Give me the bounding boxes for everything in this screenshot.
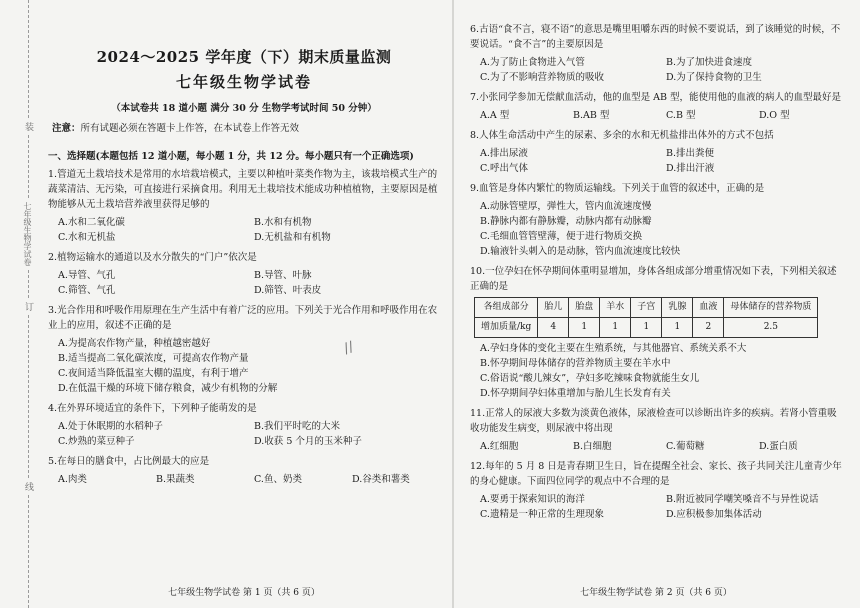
binding-label-mid: 订 — [23, 302, 33, 311]
table-cell: 增加质量/kg — [475, 318, 538, 338]
option-list — [470, 341, 842, 401]
table-cell: 1 — [662, 318, 693, 338]
answer-option: A.导管、气孔 — [58, 270, 116, 281]
table-cell: 血液 — [693, 298, 724, 318]
question — [48, 454, 440, 487]
answer-option: C.炒熟的菜豆种子 — [58, 436, 135, 447]
answer-option: B.白细胞 — [573, 441, 612, 452]
answer-option: C.鱼、奶类 — [254, 474, 302, 485]
answer-option: A.动脉管壁厚，弹性大，管内血流速度慢 — [480, 201, 652, 212]
answer-option: A.要勇于探索知识的海洋 — [480, 494, 585, 505]
answer-option: C.夜间适当降低温室大棚的温度，有利于增产 — [58, 368, 249, 379]
table-cell: 4 — [538, 318, 569, 338]
table-cell: 胎盘 — [569, 298, 600, 318]
option-list — [470, 55, 842, 85]
answer-option: A.红细胞 — [480, 441, 519, 452]
question-text: 8.人体生命活动中产生的尿素、多余的水和无机盐排出体外的方式不包括 — [470, 130, 774, 141]
option-list — [470, 108, 842, 123]
answer-option: D.谷类和薯类 — [352, 474, 410, 485]
option-list — [48, 215, 440, 245]
answer-option: C.B 型 — [666, 110, 696, 121]
pen-mark: ∕∕ — [341, 338, 356, 358]
question-text: 6.古语“食不言，寝不语”的意思是嘴里咀嚼东西的时候不要说话，到了该睡觉的时候，不要说话。“食不言”的主要原因是 — [470, 24, 841, 50]
answer-option: B.AB 型 — [573, 110, 610, 121]
answer-option: A.处于休眠期的水稻种子 — [58, 421, 163, 432]
answer-option: C.俗语说“酸儿辣女”，孕妇多吃辣味食物就能生女儿 — [480, 373, 700, 384]
weight-gain-table — [474, 297, 818, 338]
answer-option: C.水和无机盐 — [58, 232, 116, 243]
page-2 — [470, 0, 842, 608]
option-list — [48, 268, 440, 298]
question — [470, 406, 842, 454]
table-cell: 羊水 — [600, 298, 631, 318]
question-text: 3.光合作用和呼吸作用原理在生产生活中有着广泛的应用。下列关于光合作用和呼吸作用在农业上的应用，叙述不正确的是 — [48, 305, 438, 331]
question — [48, 401, 440, 449]
answer-option: C.呼出气体 — [480, 163, 528, 174]
answer-option: D.O 型 — [759, 110, 790, 121]
answer-option: A.肉类 — [58, 474, 87, 485]
answer-option: B.怀孕期间母体储存的营养物质主要在羊水中 — [480, 358, 671, 369]
question — [470, 128, 842, 176]
notice-label: 注意： — [52, 123, 81, 134]
option-list — [48, 472, 440, 487]
page-fold — [452, 0, 454, 608]
answer-option: C.毛细血管管壁薄，便于进行物质交换 — [480, 231, 642, 242]
question-text: 2.植物运输水的通道以及水分散失的“门户”依次是 — [48, 252, 257, 263]
exam-notice — [48, 120, 440, 134]
table-row — [475, 298, 818, 318]
question — [48, 167, 440, 245]
answer-option: A.为了防止食物进入气管 — [480, 57, 585, 68]
answer-option: D.怀孕期间孕妇体重增加与胎儿生长发育有关 — [480, 388, 671, 399]
option-list — [470, 199, 842, 259]
answer-option: B.果蔬类 — [156, 474, 195, 485]
answer-option: B.为了加快进食速度 — [666, 57, 753, 68]
answer-option: D.在低温干燥的环境下储存粮食，减少有机物的分解 — [58, 383, 278, 394]
answer-option: D.收获 5 个月的玉米种子 — [254, 436, 362, 447]
section-heading: 一、选择题(本题包括 12 道小题，每小题 1 分，共 12 分。每小题只有一个正确选项) — [48, 151, 414, 162]
binding-side-mark: 七年级生物学试卷 — [23, 202, 32, 266]
answer-option: D.应积极参加集体活动 — [666, 509, 762, 520]
page-1 — [48, 0, 440, 608]
question-text: 10.一位孕妇在怀孕期间体重明显增加，身体各组成部分增重情况如下表，下列相关叙述正确的是 — [470, 266, 837, 292]
answer-option: B.静脉内都有静脉瓣，动脉内都有动脉瓣 — [480, 216, 652, 227]
question — [470, 22, 842, 85]
notice-text: 所有试题必须在答题卡上作答，在本试卷上作答无效 — [80, 123, 300, 134]
question — [48, 303, 440, 396]
exam-title-line2: 七年级生物学试卷 — [175, 73, 312, 91]
question-list-right — [470, 22, 842, 522]
question-text: 1.管道无土栽培技术是常用的水培栽培模式，主要以种植叶菜类作物为主，该栽培模式生产的蔬菜清洁、无污染，可直接进行采摘食用。利用无土栽培技术能成功种植植物，主要原因是植物能够从无土栽培营养液里获得足够的 — [48, 169, 438, 210]
table-cell: 子宫 — [631, 298, 662, 318]
option-list — [48, 336, 440, 396]
answer-option: D.蛋白质 — [759, 441, 798, 452]
question-text: 9.血管是身体内繁忙的物质运输线。下列关于血管的叙述中，正确的是 — [470, 183, 765, 194]
answer-option: A.水和二氧化碳 — [58, 217, 125, 228]
answer-option: A.A 型 — [480, 110, 510, 121]
answer-option: A.为提高农作物产量，种植越密越好 — [58, 338, 211, 349]
table-cell: 母体储存的营养物质 — [724, 298, 818, 318]
answer-option: C.葡萄糖 — [666, 441, 705, 452]
option-list — [48, 419, 440, 449]
answer-option: B.适当提高二氧化碳浓度，可提高农作物产量 — [58, 353, 249, 364]
exam-title-line1: 2024～2025 学年度（下）期末质量监测 — [96, 48, 392, 66]
table-cell: 1 — [631, 318, 662, 338]
answer-option: B.导管、叶脉 — [254, 270, 312, 281]
option-list — [470, 492, 842, 522]
answer-option: C.筛管、气孔 — [58, 285, 116, 296]
answer-option: D.输液针头刺入的是动脉，管内血流速度比较快 — [480, 246, 681, 257]
question-text: 11.正常人的尿液大多数为淡黄色液体，尿液检查可以诊断出许多的疾病。若肾小管重吸收功能发生病变，则尿液中将出现 — [470, 408, 837, 434]
question-text: 12.每年的 5 月 8 日是青春期卫生日，旨在提醒全社会、家长、孩子共同关注儿童青少年的身心健康。下面四位同学的观点中不合理的是 — [470, 461, 842, 487]
answer-option: A.排出尿液 — [480, 148, 528, 159]
question — [470, 264, 842, 401]
answer-option: B.附近被同学嘲笑嗓音不与异性说话 — [666, 494, 819, 505]
answer-option: B.我们平时吃的大米 — [254, 421, 341, 432]
table-cell: 胎儿 — [538, 298, 569, 318]
page-footer-right: 七年级生物学试卷 第 2 页（共 6 页） — [580, 588, 732, 598]
table-cell: 各组成部分 — [475, 298, 538, 318]
question — [470, 90, 842, 123]
table-row — [475, 318, 818, 338]
answer-option: D.无机盐和有机物 — [254, 232, 331, 243]
answer-option: D.为了保持食物的卫生 — [666, 72, 762, 83]
answer-option: B.水和有机物 — [254, 217, 312, 228]
question-text: 4.在外界环境适宜的条件下，下列种子能萌发的是 — [48, 403, 257, 414]
question-list-left — [48, 167, 440, 487]
answer-option: B.排出粪便 — [666, 148, 715, 159]
binding-label-top: 装 — [23, 122, 33, 131]
binding-label-bottom: 线 — [23, 482, 33, 491]
answer-option: A.孕妇身体的变化主要在生殖系统，与其他器官、系统关系不大 — [480, 343, 747, 354]
exam-info: （本试卷共 18 道小题 满分 30 分 生物学考试时间 50 分钟） — [111, 103, 377, 114]
answer-option: C.为了不影响营养物质的吸收 — [480, 72, 604, 83]
table-cell: 2 — [693, 318, 724, 338]
option-list — [470, 439, 842, 454]
table-cell: 1 — [569, 318, 600, 338]
question-text: 5.在每日的膳食中，占比例最大的应是 — [48, 456, 210, 467]
question — [470, 181, 842, 259]
page-footer-left: 七年级生物学试卷 第 1 页（共 6 页） — [168, 588, 320, 598]
question-text: 7.小张同学参加无偿献血活动，他的血型是 AB 型，能使用他的血液的病人的血型最好是 — [470, 92, 841, 103]
option-list — [470, 146, 842, 176]
answer-option: D.排出汗液 — [666, 163, 715, 174]
question — [470, 459, 842, 522]
answer-option: D.筛管、叶表皮 — [254, 285, 322, 296]
table-cell: 1 — [600, 318, 631, 338]
table-cell: 2.5 — [724, 318, 818, 338]
answer-option: C.遗精是一种正常的生理现象 — [480, 509, 604, 520]
question — [48, 250, 440, 298]
table-cell: 乳腺 — [662, 298, 693, 318]
